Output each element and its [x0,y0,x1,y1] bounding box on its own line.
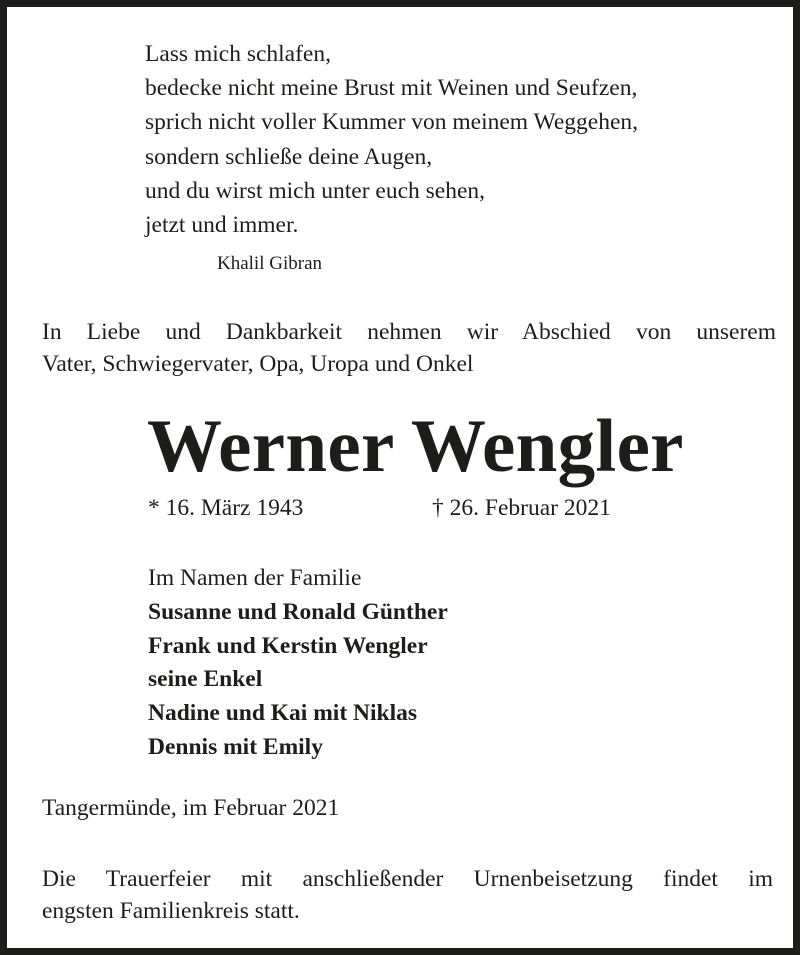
poem-line: und du wirst mich unter euch sehen, [145,177,486,204]
signer-name: Nadine und Kai mit Niklas [148,700,418,727]
signer-name: Susanne und Ronald Günther [148,598,448,625]
signer-name: seine Enkel [148,666,263,693]
birth-date: * 16. März 1943 [148,495,304,521]
poem-line: sondern schließe deine Augen, [145,143,433,170]
deceased-name: Werner Wengler [147,405,684,488]
signer-name: Dennis mit Emily [148,733,323,760]
farewell-intro-line: Vater, Schwiegervater, Opa, Uropa und Onkel [42,351,474,377]
poem-line: bedecke nicht meine Brust mit Weinen und Seufzen, [145,75,638,102]
funeral-notice-line: engsten Familienkreis statt. [42,898,300,924]
poem-line: sprich nicht voller Kummer von meinem Weggehen, [145,109,639,136]
farewell-intro-line: In Liebe und Dankbarkeit nehmen wir Abschied von unserem [42,319,776,345]
funeral-notice [42,863,773,927]
poem-author: Khalil Gibran [217,253,323,274]
death-date: † 26. Februar 2021 [432,495,611,521]
poem [145,37,638,242]
poem-line: Lass mich schlafen, [145,41,331,67]
funeral-notice-line: Die Trauerfeier mit anschließender Urnenbeisetzung findet im [42,866,773,892]
family-intro: Im Namen der Familie [148,565,362,591]
family-signature [148,562,448,765]
poem-line: jetzt und immer. [145,212,299,239]
place-date: Tangermünde, im Februar 2021 [42,795,340,821]
farewell-intro [42,316,776,380]
signer-name: Frank und Kerstin Wengler [148,632,428,659]
